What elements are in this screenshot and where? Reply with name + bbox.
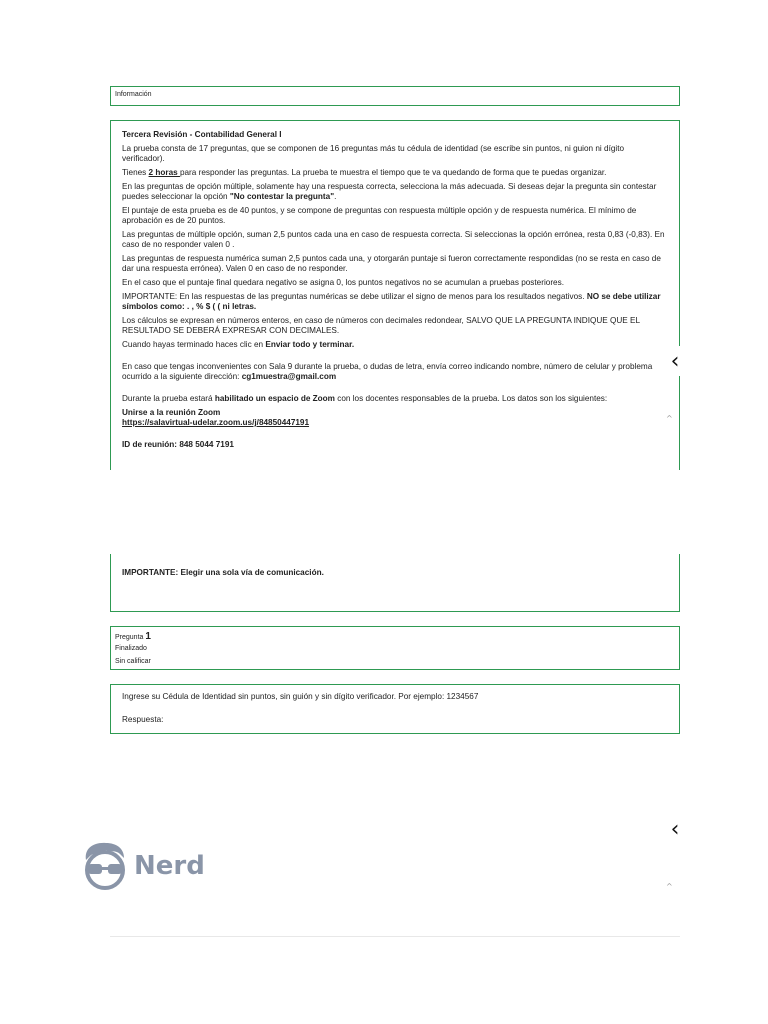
answer-panel (110, 684, 680, 734)
paragraph-4: El puntaje de esta prueba es de 40 puntos, y se compone de preguntas con respuesta múltiple opción y de respuesta numérica. El mínimo de aprobación es de 20 puntos. (122, 206, 637, 225)
info-header (110, 86, 680, 106)
important-note: IMPORTANTE: Elegir una sola vía de comunicación. (122, 568, 324, 577)
paragraph-9: Los cálculos se expresan en números enteros, en caso de números con decimales redondear, SALVO QUE LA PREGUNTA INDIQUE QUE EL RESULTADO SE DEBERÁ EXPRESAR CON DECIMALES. (122, 316, 640, 335)
caret-up-icon[interactable]: ^ (666, 882, 673, 891)
answer-label: Respuesta: (122, 715, 164, 724)
nerd-logo-icon (80, 840, 130, 892)
chevron-left-icon[interactable]: ‹ (664, 346, 686, 376)
paragraph-11: En caso que tengas inconvenientes con Sala 9 durante la prueba, o dudas de letra, envía correo indicando nombre, número de celular y problema ocurrido a la siguiente dirección: cg1muestra@gmail.com (122, 362, 653, 381)
paragraph-6: Las preguntas de respuesta numérica suman 2,5 puntos cada una, y otorgarán puntaje si fueron correctamente respondidas (no se resta en caso de dar una respuesta errónea). Valen 0 en caso de no responder. (122, 254, 661, 273)
contact-email: cg1muestra@gmail.com (241, 372, 337, 381)
instructions-title: Tercera Revisión - Contabilidad General I (122, 130, 282, 139)
question-label: Pregunta (115, 634, 144, 641)
instructions-panel (110, 120, 680, 470)
paragraph-3: En las preguntas de opción múltiple, solamente hay una respuesta correcta, selecciona la más adecuada. Si deseas dejar la pregunta sin contestar puedes seleccionar la opción "No contestar la pregunta". (122, 182, 657, 201)
question-number: 1 (145, 631, 151, 642)
info-label: Información (115, 91, 152, 98)
instructions-continued (110, 554, 680, 612)
meeting-id: ID de reunión: 848 5044 7191 (122, 440, 234, 449)
chevron-left-icon[interactable]: ‹ (664, 814, 686, 844)
paragraph-10: Cuando hayas terminado haces clic en Enviar todo y terminar. (122, 340, 355, 349)
divider (110, 936, 680, 937)
paragraph-1: La prueba consta de 17 preguntas, que se componen de 16 preguntas más tu cédula de identidad (se escribe sin puntos, ni guion ni dígito verificador). (122, 144, 625, 163)
paragraph-12: Durante la prueba estará habilitado un espacio de Zoom con los docentes responsables de la prueba. Los datos son los siguientes: (122, 394, 608, 403)
question-status: Finalizado (115, 645, 147, 652)
paragraph-2: Tienes 2 horas para responder las preguntas. La prueba te muestra el tiempo que te va quedando de forma que te puedas organizar. (122, 168, 607, 177)
nerd-watermark (80, 840, 205, 892)
question-grade: Sin calificar (115, 658, 151, 665)
paragraph-5: Las preguntas de múltiple opción, suman 2,5 puntos cada una en caso de respuesta correcta. Si seleccionas la opción errónea, resta 0,83 (-0,83). En caso de no responder valen 0 . (122, 230, 665, 249)
paragraph-8: IMPORTANTE: En las respuestas de las preguntas numéricas se debe utilizar el signo de menos para los resultados negativos. NO se debe utilizar símbolos como: . , % $ ( ( ni letras. (122, 292, 661, 311)
zoom-link[interactable]: https://salavirtual-udelar.zoom.us/j/84850447191 (122, 418, 310, 427)
paragraph-7: En el caso que el puntaje final quedara negativo se asigna 0, los puntos negativos no se acumulan a pruebas posteriores. (122, 278, 564, 287)
caret-up-icon[interactable]: ^ (666, 414, 673, 423)
question-info (110, 626, 680, 670)
question-prompt: Ingrese su Cédula de Identidad sin puntos, sin guión y sin dígito verificador. Por ejemplo: 1234567 (122, 692, 479, 701)
watermark-text: Nerd (134, 851, 205, 881)
zoom-title: Unirse a la reunión Zoom (122, 408, 221, 417)
